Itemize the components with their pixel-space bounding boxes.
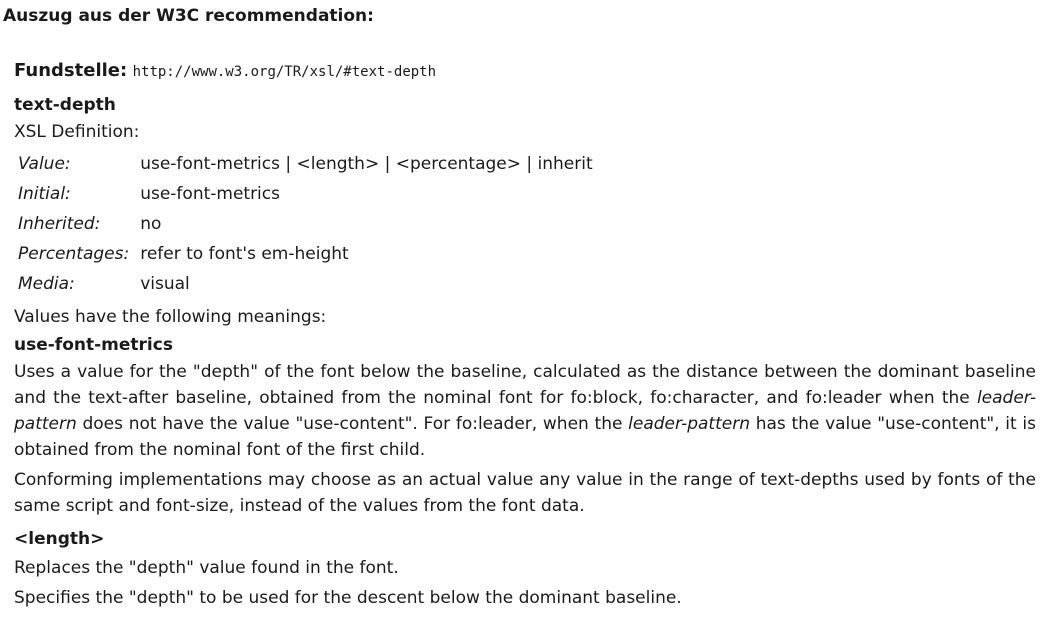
row-key: Media: <box>18 274 75 294</box>
row-key: Value: <box>18 154 71 174</box>
row-value: use-font-metrics <box>140 184 280 204</box>
value-name-length: <length> <box>14 529 105 549</box>
row-key: Inherited: <box>18 214 101 234</box>
row-value: visual <box>140 274 190 294</box>
property-name: text-depth <box>14 95 116 115</box>
use-font-metrics-description: Uses a value for the "depth" of the font below the baseline, calculated as the distance between the dominant baseline and the text-after baseline, obtained from the nominal font for fo:block, fo:character, and fo:leader when the leader-pattern does not have the value "use-content". For fo:leader, when the leader-pattern has the value "use-content", it is obtained from the nominal font of the first child. <box>14 362 1036 460</box>
source-url[interactable]: http://www.w3.org/TR/xsl/#text-depth <box>132 64 437 80</box>
recommendation-excerpt <box>14 59 1036 615</box>
table-row <box>14 149 597 179</box>
definition-label: XSL Definition: <box>14 122 140 142</box>
source-line <box>14 59 1036 84</box>
row-value: use-font-metrics | <length> | <percentage> | inherit <box>140 154 593 174</box>
property-table <box>14 149 597 299</box>
row-value: no <box>140 214 162 234</box>
table-row <box>14 269 597 299</box>
conforming-implementations-paragraph: Conforming implementations may choose as an actual value any value in the range of text-depths used by fonts of the same script and font-size, instead of the values from the font data. <box>14 470 1036 516</box>
excerpt-header: Auszug aus der W3C recommendation: <box>3 6 374 26</box>
source-label: Fundstelle: <box>14 60 128 81</box>
length-specification: Specifies the "depth" to be used for the descent below the dominant baseline. <box>14 588 682 608</box>
value-name-use-font-metrics: use-font-metrics <box>14 335 173 355</box>
meanings-label: Values have the following meanings: <box>14 307 327 327</box>
table-row <box>14 209 597 239</box>
table-row <box>14 239 597 269</box>
table-row <box>14 179 597 209</box>
row-value: refer to font's em-height <box>140 244 349 264</box>
row-key: Percentages: <box>18 244 130 264</box>
length-description: Replaces the "depth" value found in the font. <box>14 558 399 578</box>
row-key: Initial: <box>18 184 71 204</box>
